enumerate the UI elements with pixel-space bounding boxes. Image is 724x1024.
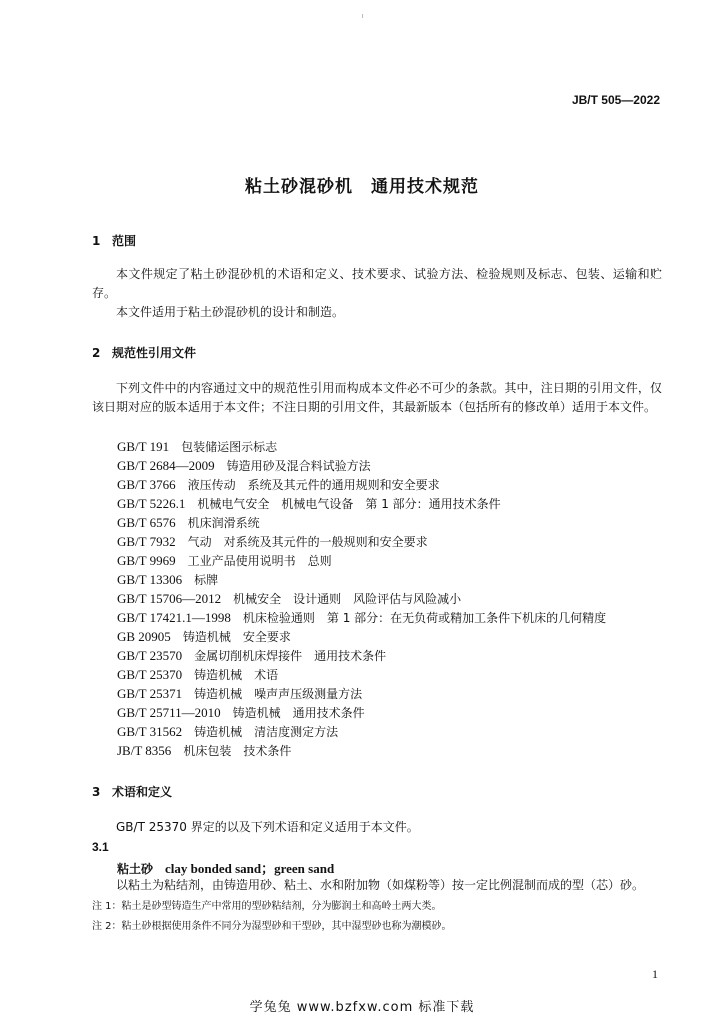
note-2: 注 2：粘土砂根据使用条件不同分为湿型砂和干型砂，其中湿型砂也称为潮模砂。	[92, 921, 452, 932]
reference-item	[117, 437, 606, 456]
reference-item	[117, 627, 606, 646]
section-number: 3	[92, 785, 101, 799]
reference-title: 铸造用砂及混合料试验方法	[226, 459, 371, 473]
term-english: clay bonded sand；green sand	[165, 861, 335, 876]
section-title: 术语和定义	[112, 785, 173, 799]
reference-code: GB/T 17421.1—1998	[117, 610, 231, 625]
reference-code: GB/T 23570	[117, 648, 183, 663]
reference-code: GB/T 5226.1	[117, 496, 186, 511]
reference-list	[117, 437, 606, 760]
reference-code: GB/T 13306	[117, 572, 183, 587]
reference-code: GB/T 15706—2012	[117, 591, 222, 606]
reference-code: GB/T 25711—2010	[117, 705, 221, 720]
reference-title: 铸造机械 噪声声压级测量方法	[194, 687, 363, 701]
reference-item	[117, 684, 606, 703]
reference-item	[117, 570, 606, 589]
reference-item	[117, 665, 606, 684]
page-number: 1	[652, 967, 658, 981]
reference-title: 铸造机械 通用技术条件	[232, 706, 365, 720]
reference-item	[117, 551, 606, 570]
reference-code: GB/T 25370	[117, 667, 183, 682]
reference-title: 气动 对系统及其元件的一般规则和安全要求	[187, 535, 428, 549]
reference-item	[117, 646, 606, 665]
reference-item	[117, 741, 606, 760]
document-code: JB/T 505—2022	[571, 93, 660, 107]
section-3-heading	[92, 783, 172, 800]
terms-intro: GB/T 25370 界定的以及下列术语和定义适用于本文件。	[116, 820, 419, 834]
term-entry	[117, 858, 334, 877]
note-1: 注 1：粘土是砂型铸造生产中常用的型砂粘结剂，分为膨润土和高岭土两大类。	[92, 901, 442, 912]
reference-item	[117, 608, 606, 627]
reference-title: 标牌	[194, 573, 219, 587]
reference-title: 铸造机械 术语	[194, 668, 279, 682]
section-1-heading	[92, 232, 136, 249]
reference-title: 液压传动 系统及其元件的通用规则和安全要求	[187, 478, 440, 492]
reference-code: GB/T 6576	[117, 515, 176, 530]
reference-title: 机械安全 设计通则 风险评估与风险减小	[233, 592, 462, 606]
reference-code: GB/T 3766	[117, 477, 176, 492]
section-title: 范围	[112, 234, 137, 248]
reference-code: JB/T 8356	[117, 743, 172, 758]
clause-number: 3.1	[92, 840, 109, 854]
reference-code: GB/T 9969	[117, 553, 176, 568]
document-title: 粘土砂混砂机 通用技术规范	[245, 177, 479, 197]
reference-item	[117, 722, 606, 741]
scope-paragraph-1: 本文件规定了粘土砂混砂机的术语和定义、技术要求、试验方法、检验规则及标志、包装、运输和贮存。	[92, 267, 662, 300]
reference-code: GB/T 2684—2009	[117, 458, 215, 473]
reference-title: 机床检验通则 第 1 部分：在无负荷或精加工条件下机床的几何精度	[242, 611, 607, 625]
reference-title: 铸造机械 清洁度测定方法	[194, 725, 339, 739]
term-definition: 以粘土为粘结剂，由铸造用砂、粘土、水和附加物（如煤粉等）按一定比例混制而成的型（芯）砂。	[116, 878, 645, 892]
reference-title: 包装储运图示标志	[181, 440, 278, 454]
reference-title: 机床润滑系统	[187, 516, 260, 530]
reference-title: 工业产品使用说明书 总则	[187, 554, 332, 568]
section-number: 2	[92, 346, 101, 360]
reference-item	[117, 475, 606, 494]
normative-intro: 下列文件中的内容通过文中的规范性引用而构成本文件必不可少的条款。其中，注日期的引用文件，仅该日期对应的版本适用于本文件；不注日期的引用文件，其最新版本（包括所有的修改单）适用于本文件。	[92, 381, 662, 414]
reference-item	[117, 532, 606, 551]
scope-paragraph-2: 本文件适用于粘土砂混砂机的设计和制造。	[116, 305, 345, 319]
section-2-heading	[92, 344, 196, 361]
section-number: 1	[92, 234, 101, 248]
reference-title: 铸造机械 安全要求	[182, 630, 291, 644]
reference-code: GB/T 7932	[117, 534, 176, 549]
reference-item	[117, 513, 606, 532]
reference-title: 机械电气安全 机械电气设备 第 1 部分：通用技术条件	[197, 497, 501, 511]
reference-item	[117, 589, 606, 608]
reference-code: GB 20905	[117, 629, 171, 644]
scan-mark	[362, 14, 363, 18]
section-title: 规范性引用文件	[112, 346, 197, 360]
reference-title: 机床包装 技术条件	[183, 744, 292, 758]
reference-item	[117, 456, 606, 475]
reference-item	[117, 703, 606, 722]
reference-code: GB/T 191	[117, 439, 170, 454]
reference-code: GB/T 31562	[117, 724, 183, 739]
term-chinese: 粘土砂	[117, 862, 154, 876]
footer-watermark: 学兔兔 www.bzfxw.com 标准下载	[249, 1000, 475, 1015]
reference-title: 金属切削机床焊接件 通用技术条件	[194, 649, 387, 663]
reference-item	[117, 494, 606, 513]
reference-code: GB/T 25371	[117, 686, 183, 701]
